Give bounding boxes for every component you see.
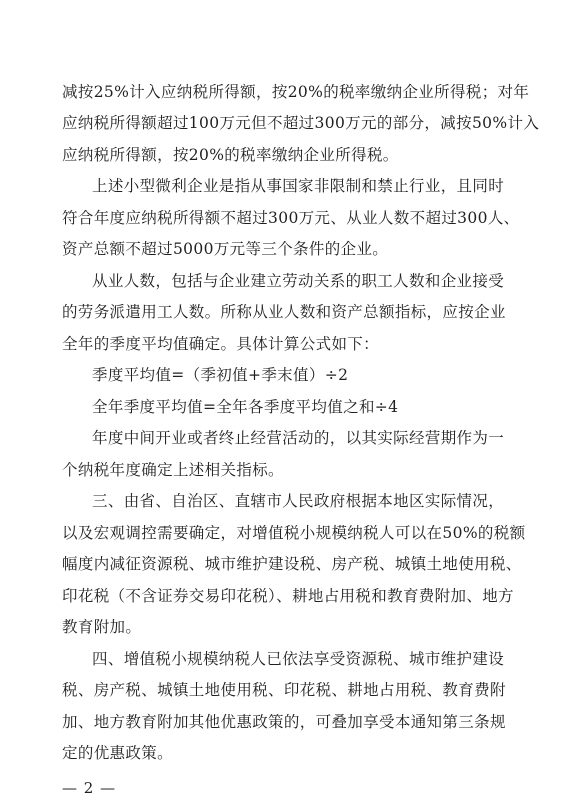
text-line-1: 减按25%计入应纳税所得额，按20%的税率缴纳企业所得税；对年: [62, 83, 530, 101]
text-line-13: 个纳税年度确定上述相关指标。: [62, 461, 284, 479]
text-line-9: 全年的季度平均值确定。具体计算公式如下：: [62, 335, 380, 353]
text-line-7: 从业人数，包括与企业建立劳动关系的职工人数和企业接受: [92, 272, 505, 290]
text-line-8: 的劳务派遣用工人数。所称从业人数和资产总额指标，应按企业: [62, 303, 506, 321]
text-line-16: 幅度内减征资源税、城市维护建设税、房产税、城镇土地使用税、: [62, 555, 522, 573]
text-line-4: 上述小型微利企业是指从事国家非限制和禁止行业，且同时: [92, 177, 505, 195]
text-line-18: 教育附加。: [62, 618, 142, 636]
text-line-22: 定的优惠政策。: [62, 744, 173, 762]
text-line-15: 以及宏观调控需要确定，对增值税小规模纳税人可以在50%的税额: [62, 524, 526, 542]
text-line-6: 资产总额不超过5000万元等三个条件的企业。: [62, 240, 389, 258]
formula-line-1: 季度平均值=（季初值+季末值）÷2: [92, 366, 349, 384]
text-line-12: 年度中间开业或者终止经营活动的，以其实际经营期作为一: [92, 429, 505, 447]
text-line-14: 三、由省、自治区、直辖市人民政府根据本地区实际情况，: [92, 492, 505, 510]
text-line-21: 加、地方教育附加其他优惠政策的，可叠加享受本通知第三条规: [62, 713, 506, 731]
text-line-2: 应纳税所得额超过100万元但不超过300万元的部分，减按50%计入: [62, 114, 540, 132]
text-line-20: 税、房产税、城镇土地使用税、印花税、耕地占用税、教育费附: [62, 681, 506, 699]
text-line-19: 四、增值税小规模纳税人已依法享受资源税、城市维护建设: [92, 650, 505, 668]
page-number: — 2 —: [62, 779, 117, 797]
text-line-5: 符合年度应纳税所得额不超过300万元、从业人数不超过300人、: [62, 209, 520, 227]
text-line-17: 印花税（不含证券交易印花税）、耕地占用税和教育费附加、地方: [62, 587, 514, 605]
formula-line-2: 全年季度平均值=全年各季度平均值之和÷4: [92, 398, 399, 416]
text-line-3: 应纳税所得额，按20%的税率缴纳企业所得税。: [62, 146, 399, 164]
